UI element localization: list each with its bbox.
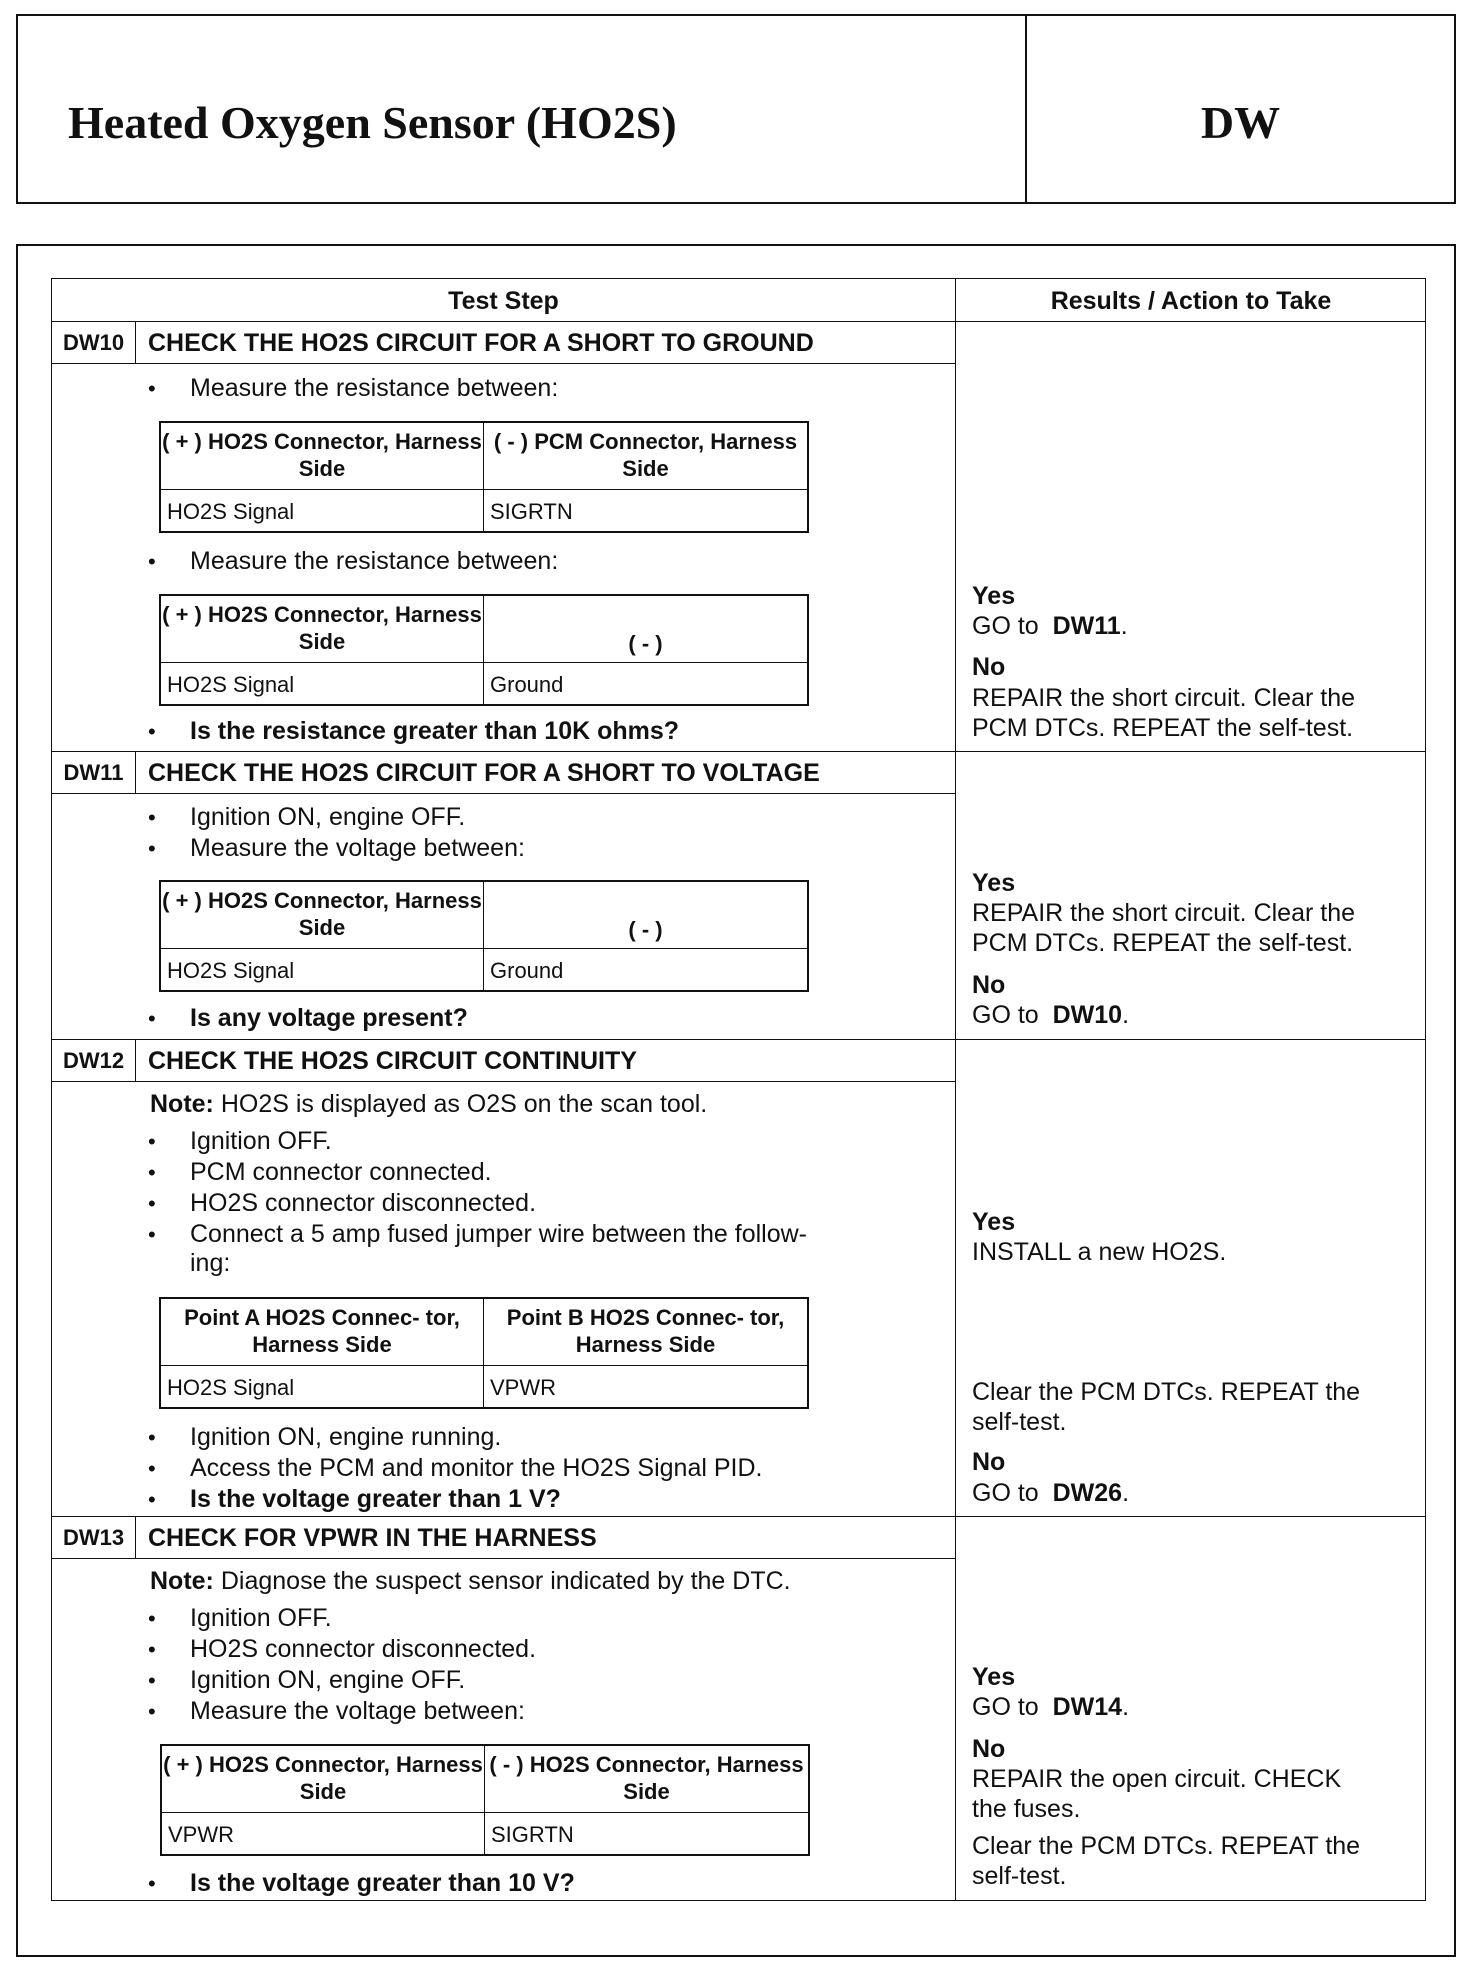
table-header: ( - ) HO2S Connector, Harness Side <box>489 1752 804 1804</box>
instruction: Ignition OFF. <box>190 1604 332 1632</box>
note-text: HO2S is displayed as O2S on the scan tool. <box>220 1090 708 1118</box>
instruction: Ignition ON, engine OFF. <box>190 1666 466 1694</box>
result-yes-action: INSTALL a new HO2S. <box>972 1238 1227 1266</box>
step-title: CHECK THE HO2S CIRCUIT CONTINUITY <box>148 1046 637 1075</box>
bullet-icon: • <box>148 1456 156 1481</box>
row-divider <box>161 1365 807 1366</box>
result-yes-action: PCM DTCs. REPEAT the self-test. <box>972 929 1354 957</box>
note-label: Note: <box>150 1567 214 1595</box>
instruction: PCM connector connected. <box>190 1158 492 1186</box>
title-rule <box>52 793 955 794</box>
result-no-action: REPAIR the open circuit. CHECK <box>972 1765 1342 1793</box>
bullet-icon: • <box>148 1222 156 1247</box>
question: Is the voltage greater than 1 V? <box>190 1485 561 1513</box>
result-yes-action: GO to DW11. <box>972 612 1128 640</box>
step-link: DW10 <box>1052 1001 1123 1029</box>
result-clear-dtcs: Clear the PCM DTCs. REPEAT the <box>972 1832 1361 1860</box>
table-cell: SIGRTN <box>490 499 573 524</box>
result-yes-label: Yes <box>972 869 1016 897</box>
bullet-icon: • <box>148 549 156 574</box>
note <box>150 1089 707 1119</box>
result-no-label: No <box>972 1735 1006 1763</box>
question: Is the voltage greater than 10 V? <box>190 1869 575 1897</box>
table-cell: HO2S Signal <box>167 499 295 524</box>
instruction: HO2S connector disconnected. <box>190 1635 537 1663</box>
note-text: Diagnose the suspect sensor indicated by the DTC. <box>220 1567 791 1595</box>
result-no-action: PCM DTCs. REPEAT the self-test. <box>972 714 1354 742</box>
result-no-label: No <box>972 653 1006 681</box>
connector-table <box>160 1744 810 1856</box>
result-yes-label: Yes <box>972 1663 1016 1691</box>
step-id: DW11 <box>52 752 136 794</box>
bullet-icon: • <box>148 1637 156 1662</box>
instruction: Measure the resistance between: <box>190 547 559 575</box>
step-link: DW11 <box>1052 612 1121 640</box>
result-no-action: GO to DW26. <box>972 1479 1130 1507</box>
step-title: CHECK THE HO2S CIRCUIT FOR A SHORT TO VOLTAGE <box>148 758 820 787</box>
result-no-label: No <box>972 971 1006 999</box>
bullet-icon: • <box>148 1668 156 1693</box>
bullet-icon: • <box>148 1425 156 1450</box>
table-cell: Ground <box>490 672 564 697</box>
instruction-continued: ing: <box>190 1249 231 1277</box>
table-header: ( - ) <box>628 630 663 656</box>
step-id: DW13 <box>52 1517 136 1559</box>
result-no-label: No <box>972 1448 1006 1476</box>
page-title: Heated Oxygen Sensor (HO2S) <box>68 97 677 148</box>
result-no-action: REPAIR the short circuit. Clear the <box>972 684 1356 712</box>
pinpoint-test-table <box>51 278 1426 1901</box>
table-header: ( + ) HO2S Connector, Harness Side <box>162 888 482 940</box>
title-rule <box>52 1081 955 1082</box>
note-label: Note: <box>150 1090 214 1118</box>
connector-table <box>159 421 809 533</box>
bullet-icon: • <box>148 836 156 861</box>
result-yes-label: Yes <box>972 1208 1016 1236</box>
column-header-results: Results / Action to Take <box>1050 286 1332 315</box>
step-title: CHECK FOR VPWR IN THE HARNESS <box>148 1523 597 1552</box>
column-divider <box>955 278 956 1901</box>
instruction: Access the PCM and monitor the HO2S Signal PID. <box>190 1454 763 1482</box>
action-text: GO to <box>972 1693 1039 1721</box>
note <box>150 1566 791 1596</box>
result-yes-label: Yes <box>972 582 1016 610</box>
bullet-icon: • <box>148 1606 156 1631</box>
bullet-icon: • <box>148 1160 156 1185</box>
action-text: GO to <box>972 612 1039 640</box>
page-header <box>16 14 1456 204</box>
bullet-icon: • <box>148 1129 156 1154</box>
result-no-action: GO to DW10. <box>972 1001 1130 1029</box>
result-yes-action: GO to DW14. <box>972 1693 1130 1721</box>
table-header: Point A HO2S Connec- tor, Harness Side <box>184 1305 460 1357</box>
title-rule <box>52 1558 955 1559</box>
table-cell: VPWR <box>490 1375 556 1400</box>
bullet-icon: • <box>148 805 156 830</box>
table-header: ( - ) PCM Connector, Harness Side <box>493 429 798 481</box>
bullet-icon: • <box>148 376 156 401</box>
table-header: ( + ) HO2S Connector, Harness Side <box>163 1752 483 1804</box>
table-header: ( - ) <box>628 916 663 942</box>
table-header: ( + ) HO2S Connector, Harness Side <box>162 602 482 654</box>
jumper-table <box>159 1297 809 1409</box>
row-divider <box>162 1812 808 1813</box>
instruction: Measure the resistance between: <box>190 374 559 402</box>
question: Is the resistance greater than 10K ohms? <box>190 717 680 745</box>
question: Is any voltage present? <box>190 1004 468 1032</box>
instruction: Ignition OFF. <box>190 1127 332 1155</box>
bullet-icon: • <box>148 1191 156 1216</box>
row-divider <box>161 948 807 949</box>
instruction: Connect a 5 amp fused jumper wire between the follow- <box>190 1220 807 1248</box>
table-header: Point B HO2S Connec- tor, Harness Side <box>506 1305 785 1357</box>
instruction: Ignition ON, engine OFF. <box>190 803 466 831</box>
column-header-test-step: Test Step <box>448 286 559 315</box>
section-code: DW <box>1200 97 1281 148</box>
result-clear-dtcs: Clear the PCM DTCs. REPEAT the <box>972 1378 1361 1406</box>
step-id: DW10 <box>52 322 136 364</box>
action-text: GO to <box>972 1001 1039 1029</box>
row-divider <box>161 662 807 663</box>
result-clear-dtcs: self-test. <box>972 1408 1067 1436</box>
instruction: HO2S connector disconnected. <box>190 1189 537 1217</box>
bullet-icon: • <box>148 719 156 744</box>
table-header: ( + ) HO2S Connector, Harness Side <box>162 429 482 481</box>
connector-table <box>159 880 809 992</box>
table-cell: HO2S Signal <box>167 958 295 983</box>
step-link: DW14 <box>1052 1693 1123 1721</box>
action-text: GO to <box>972 1479 1039 1507</box>
step-link: DW26 <box>1052 1479 1123 1507</box>
step-title: CHECK THE HO2S CIRCUIT FOR A SHORT TO GROUND <box>148 328 814 357</box>
table-cell: VPWR <box>168 1822 234 1847</box>
table-cell: SIGRTN <box>491 1822 574 1847</box>
bullet-icon: • <box>148 1699 156 1724</box>
row-divider <box>161 489 807 490</box>
step-id: DW12 <box>52 1040 136 1082</box>
result-no-action: the fuses. <box>972 1795 1081 1823</box>
bullet-icon: • <box>148 1487 156 1512</box>
table-cell: Ground <box>490 958 564 983</box>
connector-table <box>159 594 809 706</box>
table-cell: HO2S Signal <box>167 672 295 697</box>
bullet-icon: • <box>148 1006 156 1031</box>
instruction: Ignition ON, engine running. <box>190 1423 502 1451</box>
bullet-icon: • <box>148 1871 156 1896</box>
result-clear-dtcs: self-test. <box>972 1862 1067 1890</box>
title-rule <box>52 363 955 364</box>
instruction: Measure the voltage between: <box>190 834 525 862</box>
table-cell: HO2S Signal <box>167 1375 295 1400</box>
result-yes-action: REPAIR the short circuit. Clear the <box>972 899 1356 927</box>
instruction: Measure the voltage between: <box>190 1697 525 1725</box>
